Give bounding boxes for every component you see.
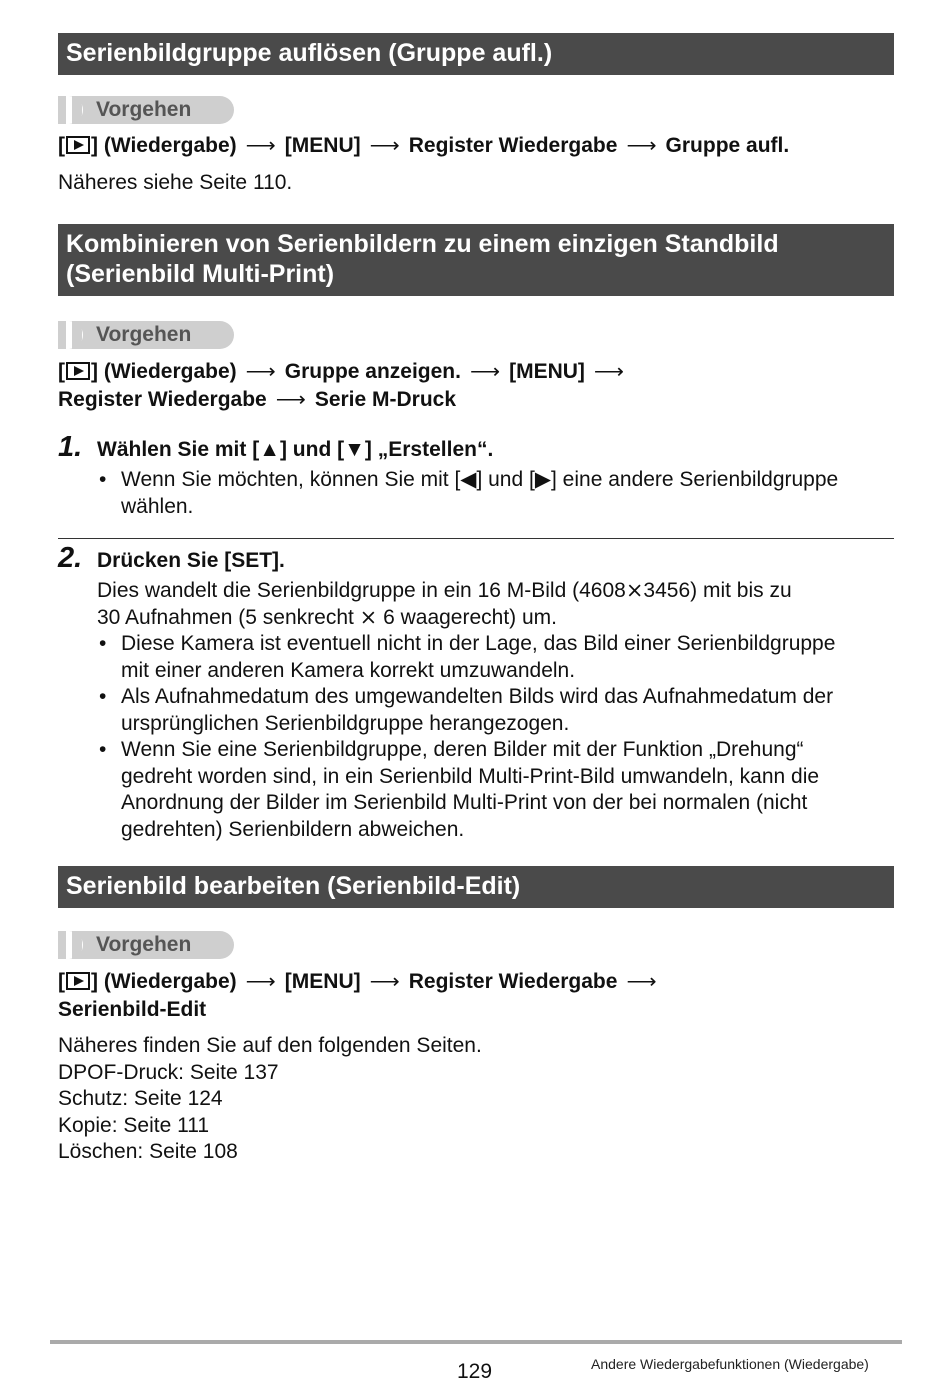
arrow-icon: ⟶	[245, 134, 276, 157]
bullet-item: • Wenn Sie möchten, können Sie mit [◀] und [▶] eine andere Serienbildgruppe wählen.	[99, 468, 839, 518]
procedure-path: [ ] (Wiedergabe) ⟶ Gruppe anzeigen. ⟶ [MENU] ⟶	[58, 358, 633, 386]
arrow-icon: ⟶	[469, 360, 501, 383]
up-triangle-icon: ▲	[259, 438, 280, 461]
play-icon	[66, 972, 90, 990]
play-icon	[66, 136, 90, 154]
arrow-icon: ⟶	[369, 970, 400, 993]
page-reference: Näheres siehe Seite 110.	[58, 171, 293, 194]
vorgehen-label: Vorgehen	[58, 931, 234, 959]
arrow-icon: ⟶	[245, 970, 276, 993]
section-heading-multi-print: Kombinieren von Serienbildern zu einem einzigen Standbild (Serienbild Multi-Print)	[58, 224, 894, 296]
page-number: 129	[457, 1360, 493, 1383]
vorgehen-label: Vorgehen	[58, 96, 234, 124]
arrow-icon: ⟶	[626, 134, 657, 157]
procedure-path: [ ] (Wiedergabe) ⟶ [MENU] ⟶ Register Wiedergabe ⟶	[58, 968, 666, 996]
heading-text: Serienbildgruppe auflösen (Gruppe aufl.)	[66, 39, 553, 67]
step-number: 1.	[58, 431, 83, 463]
section-heading-serienbild-edit: Serienbild bearbeiten (Serienbild-Edit)	[58, 866, 894, 908]
page-references: Näheres finden Sie auf den folgenden Seiten. DPOF-Druck: Seite 137 Schutz: Seite 124 Kopie: Seite 111 Löschen: Seite 108	[58, 1034, 482, 1163]
procedure-path-cont: Serienbild-Edit	[58, 998, 207, 1021]
arrow-icon: ⟶	[245, 360, 276, 383]
section-heading-gruppe-aufl	[58, 33, 894, 75]
play-icon	[66, 362, 90, 380]
arrow-icon: ⟶	[626, 970, 657, 993]
procedure-path-cont: Register Wiedergabe ⟶ Serie M-Druck	[58, 386, 456, 414]
step-title: Drücken Sie [SET].	[97, 549, 285, 572]
step-body: Dies wandelt die Serienbildgruppe in ein 16 M-Bild (4608⨯3456) mit bis zu 30 Aufnahmen (5 senkrecht ⨯ 6 waagerecht) um.	[97, 579, 792, 629]
left-triangle-icon: ◀	[460, 468, 477, 491]
step-title: Wählen Sie mit [▲] und [▼] „Erstellen“.	[97, 438, 494, 461]
arrow-icon: ⟶	[369, 134, 400, 157]
vorgehen-label: Vorgehen	[58, 321, 234, 349]
arrow-icon: ⟶	[275, 388, 306, 411]
arrow-icon: ⟶	[593, 360, 625, 383]
step-number: 2.	[58, 542, 83, 574]
step-divider	[58, 538, 894, 539]
down-triangle-icon: ▼	[344, 438, 365, 461]
chapter-title: Andere Wiedergabefunktionen (Wiedergabe)	[591, 1356, 869, 1372]
footer-rule	[50, 1340, 902, 1344]
procedure-path: [ ] (Wiedergabe) ⟶ [MENU] ⟶ Register Wiedergabe ⟶ Gruppe aufl.	[58, 132, 789, 160]
right-triangle-icon: ▶	[534, 468, 551, 491]
